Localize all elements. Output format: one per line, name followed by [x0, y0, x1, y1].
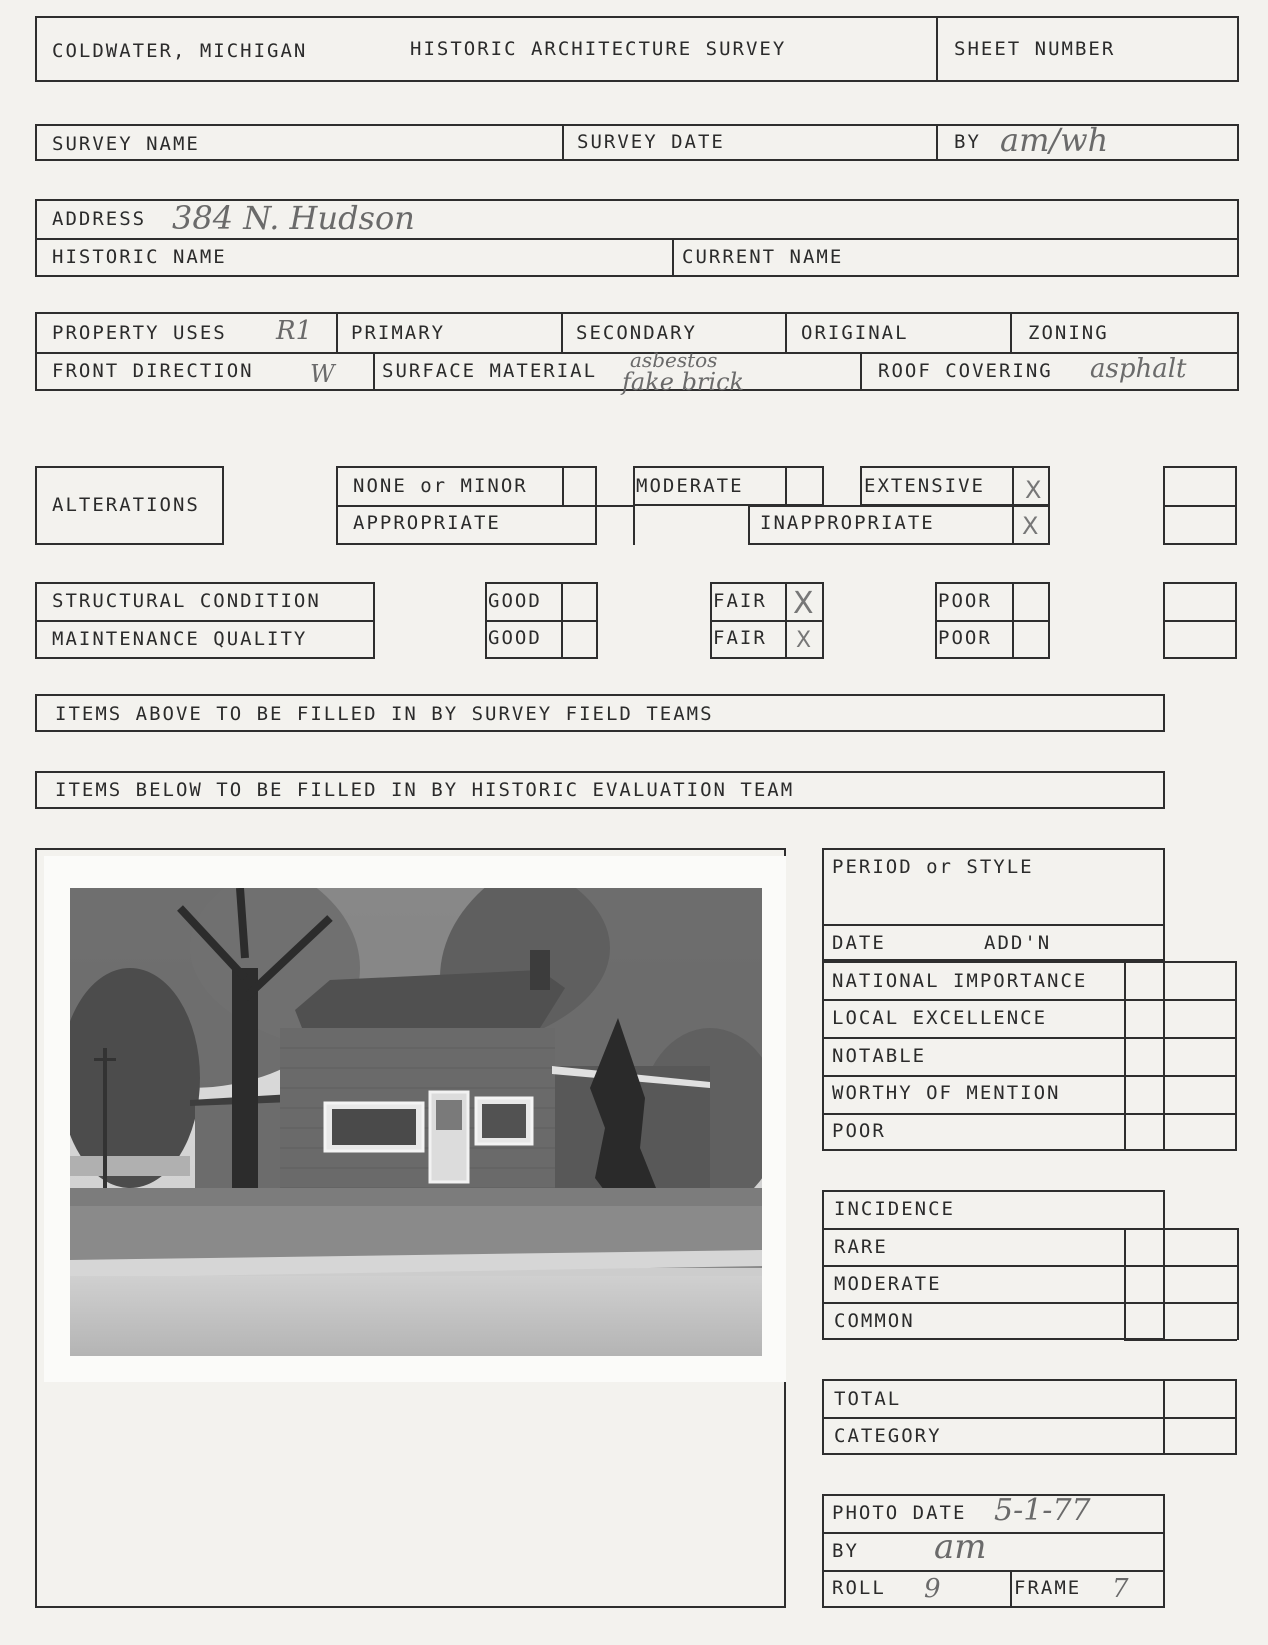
current-name-label: CURRENT NAME	[682, 246, 844, 268]
photo-date-label: PHOTO DATE	[832, 1502, 967, 1524]
addn-label: ADD'N	[984, 932, 1052, 954]
city-label: COLDWATER, MICHIGAN	[52, 40, 308, 62]
category-label: CATEGORY	[834, 1425, 942, 1447]
roof-covering-label: ROOF COVERING	[878, 360, 1053, 382]
inappropriate-check-mark: X	[1022, 512, 1039, 540]
national-importance-label: NATIONAL IMPORTANCE	[832, 970, 1088, 992]
address-label: ADDRESS	[52, 208, 147, 230]
worthy-of-mention-label: WORTHY OF MENTION	[832, 1082, 1061, 1104]
zoning-label: ZONING	[1028, 322, 1109, 344]
frame-label: FRAME	[1014, 1577, 1082, 1599]
property-uses-label: PROPERTY USES	[52, 322, 227, 344]
poor-rating-label: POOR	[832, 1120, 886, 1142]
photo-by-label: BY	[832, 1540, 859, 1562]
maintenance-good-label: GOOD	[488, 627, 542, 649]
frame-value: 7	[1112, 1574, 1129, 1604]
local-excellence-label: LOCAL EXCELLENCE	[832, 1007, 1048, 1029]
surface-material-value-2: fake brick	[622, 368, 745, 396]
primary-label: PRIMARY	[351, 322, 446, 344]
survey-by-value: am/wh	[1000, 121, 1109, 159]
alterations-label: ALTERATIONS	[52, 494, 200, 516]
maintenance-quality-label: MAINTENANCE QUALITY	[52, 628, 308, 650]
extensive-check-mark: X	[1025, 476, 1042, 504]
structural-condition-label: STRUCTURAL CONDITION	[52, 590, 321, 612]
incidence-moderate-label: MODERATE	[834, 1273, 942, 1295]
inappropriate-label: INAPPROPRIATE	[760, 512, 935, 534]
front-direction-label: FRONT DIRECTION	[52, 360, 254, 382]
none-or-minor-label: NONE or MINOR	[353, 475, 528, 497]
surface-material-value-1: asbestos	[630, 348, 718, 372]
property-uses-value: R1	[276, 316, 313, 346]
structural-fair-mark: X	[793, 586, 814, 621]
historic-name-label: HISTORIC NAME	[52, 246, 227, 268]
total-label: TOTAL	[834, 1388, 902, 1410]
roof-covering-value: asphalt	[1090, 354, 1187, 384]
roll-label: ROLL	[832, 1577, 886, 1599]
appropriate-label: APPROPRIATE	[353, 512, 501, 534]
notable-label: NOTABLE	[832, 1045, 927, 1067]
house-photo	[70, 888, 762, 1356]
survey-date-label: SURVEY DATE	[577, 131, 725, 153]
items-below-note: ITEMS BELOW TO BE FILLED IN BY HISTORIC EVALUATION TEAM	[55, 779, 795, 801]
survey-by-label: BY	[954, 131, 981, 153]
date-label: DATE	[832, 932, 886, 954]
address-value: 384 N. Hudson	[172, 199, 415, 237]
extensive-label: EXTENSIVE	[864, 475, 985, 497]
rare-label: RARE	[834, 1236, 888, 1258]
structural-good-label: GOOD	[488, 590, 542, 612]
maintenance-fair-mark: X	[796, 628, 812, 653]
original-label: ORIGINAL	[801, 322, 909, 344]
roll-value: 9	[924, 1574, 941, 1604]
sheet-number-label: SHEET NUMBER	[954, 38, 1116, 60]
survey-name-label: SURVEY NAME	[52, 133, 200, 155]
moderate-label: MODERATE	[636, 475, 744, 497]
structural-poor-label: POOR	[938, 590, 992, 612]
surface-material-label: SURFACE MATERIAL	[382, 360, 598, 382]
items-above-note: ITEMS ABOVE TO BE FILLED IN BY SURVEY FIELD TEAMS	[55, 703, 714, 725]
common-label: COMMON	[834, 1310, 915, 1332]
maintenance-poor-label: POOR	[938, 627, 992, 649]
maintenance-fair-label: FAIR	[713, 627, 767, 649]
photo-date-value: 5-1-77	[994, 1493, 1091, 1528]
front-direction-value: W	[310, 360, 335, 388]
photo-by-value: am	[934, 1527, 987, 1567]
incidence-label: INCIDENCE	[834, 1198, 955, 1220]
period-style-label: PERIOD or STYLE	[832, 856, 1034, 878]
form-title: HISTORIC ARCHITECTURE SURVEY	[410, 38, 787, 60]
secondary-label: SECONDARY	[576, 322, 697, 344]
structural-fair-label: FAIR	[713, 590, 767, 612]
